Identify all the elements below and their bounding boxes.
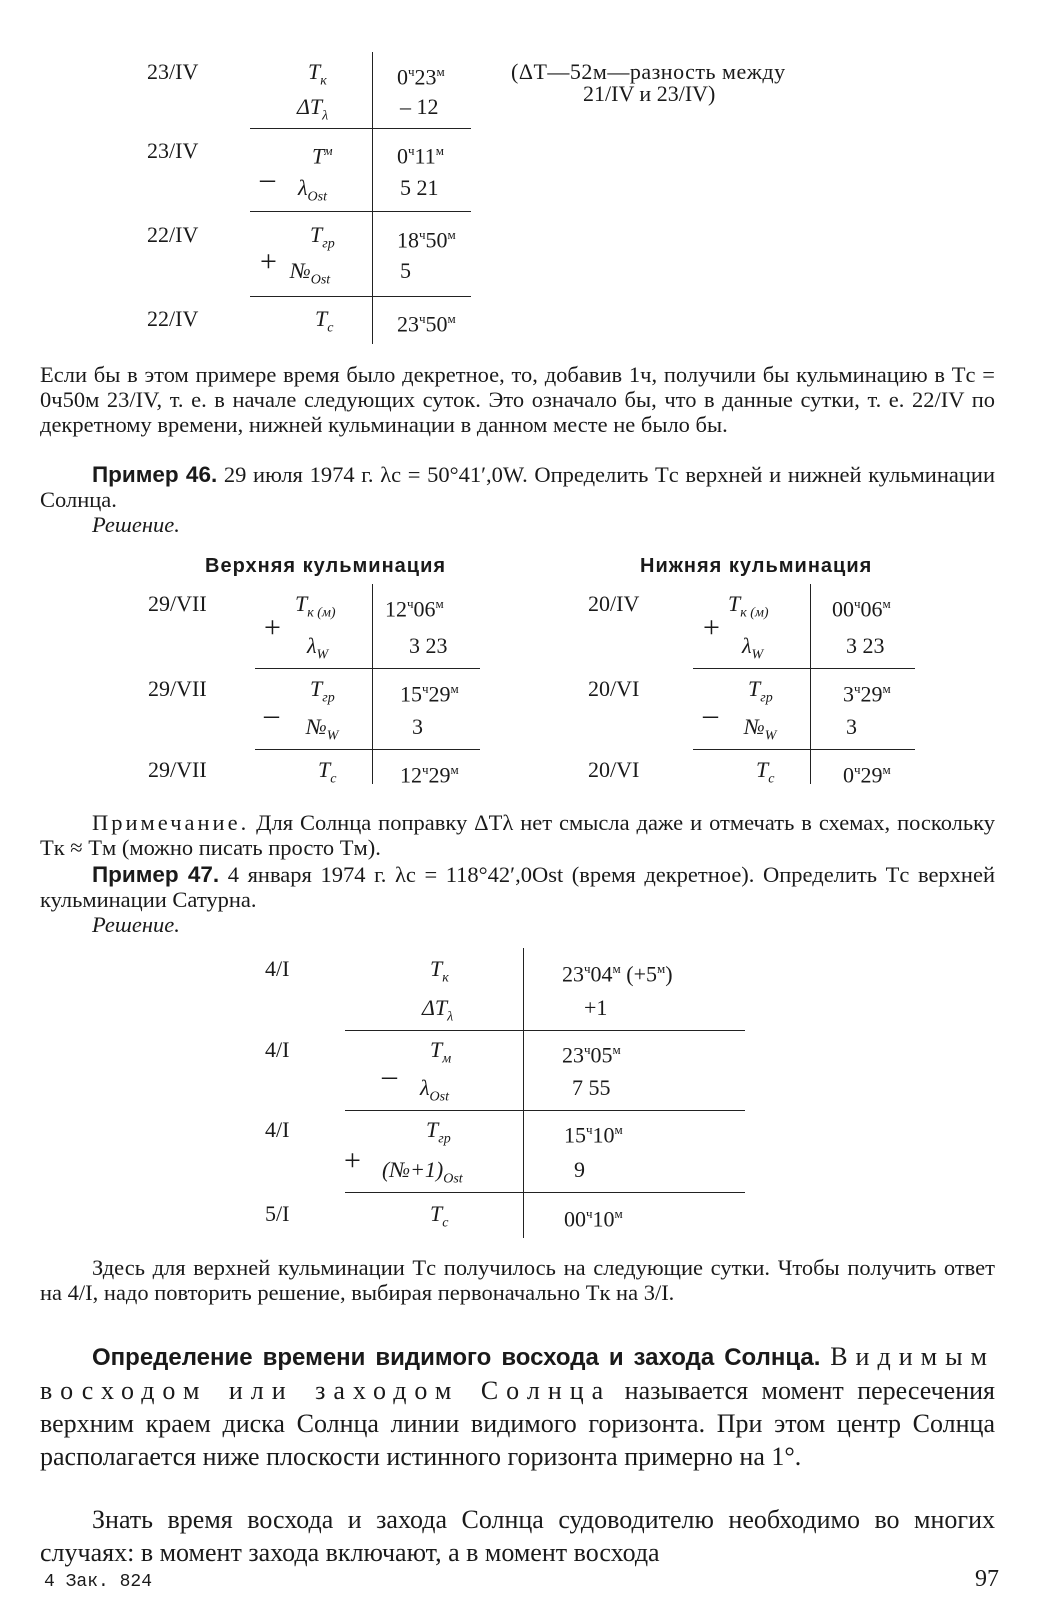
- plus-sign: +: [344, 1144, 361, 1177]
- table-3-rule: [345, 1192, 745, 1193]
- footer-print-info: 4 Зак. 824: [44, 1572, 153, 1592]
- paragraph-text: Знать время восхода и захода Солнца судоводителю необходимо во многих случаях: в момент захода включают, а в момент восхода: [40, 1505, 995, 1567]
- table-3-date: 5/I: [265, 1201, 290, 1226]
- upper-heading: Верхняя кульминация: [205, 555, 447, 577]
- table-1-note: 21/IV и 23/IV): [583, 81, 716, 106]
- upper-value: 3 23: [409, 633, 448, 658]
- lower-rule: [693, 749, 915, 750]
- minus-sign: –: [264, 698, 279, 731]
- minus-sign: –: [703, 698, 718, 731]
- upper-label: $T_с$: [318, 757, 337, 787]
- table-3-value: 7 55: [572, 1075, 611, 1100]
- table-1-value: 5: [400, 258, 411, 283]
- lower-label: $\lambda_W$: [742, 633, 764, 663]
- table-1-label: $№_{Ost}$: [290, 258, 331, 288]
- lower-label: $T_{гр}$: [748, 676, 773, 706]
- upper-date: 29/VII: [148, 757, 207, 782]
- table-1-label: $T_{гр}$: [310, 222, 335, 252]
- table-1-value: $0^ч11^м$: [397, 143, 444, 169]
- lower-date: 20/VI: [588, 676, 640, 701]
- table-1-divider: [372, 52, 373, 344]
- lower-value: 3 23: [846, 633, 885, 658]
- lower-value: $00^ч06^м$: [832, 596, 891, 622]
- upper-label: $№_W$: [306, 714, 339, 744]
- table-1-value: $18^ч50^м$: [397, 227, 456, 253]
- example-46: [40, 462, 995, 512]
- table-3-value: 9: [574, 1157, 585, 1182]
- table-1-date: 22/IV: [147, 306, 199, 331]
- upper-label: $T_{к (м)}$: [295, 591, 336, 621]
- table-1-label: $T_к$: [308, 59, 327, 89]
- paragraph-text: Если бы в этом примере время было декретное, то, добавив 1ч, получили бы кульминацию в Tс = 0ч50м 23/IV, т. е. в начале следующих суток. Это означало бы, что в данные сутки, т. е. 22/IV по декретному времени, нижней кульминации в данном месте не было бы.: [40, 362, 995, 437]
- upper-date: 29/VII: [148, 676, 207, 701]
- lower-label: $T_с$: [756, 757, 775, 787]
- paragraph: [40, 1255, 995, 1305]
- example-label: Пример 46.: [92, 462, 218, 487]
- solution-label: Решение.: [92, 912, 180, 937]
- table-3-divider: [523, 948, 524, 1238]
- table-3-value: $23^ч04^м$ $(+5^м)$: [562, 961, 673, 987]
- lower-date: 20/VI: [588, 757, 640, 782]
- plus-sign: +: [703, 611, 720, 644]
- table-3-date: 4/I: [265, 1117, 290, 1142]
- table-3-label: $T_м$: [430, 1037, 452, 1067]
- note: [40, 810, 995, 860]
- plus-sign: +: [264, 611, 281, 644]
- table-3-value: $23^ч05^м$: [562, 1042, 621, 1068]
- section: [40, 1340, 995, 1473]
- table-1-label: $\lambda_{Ost}$: [298, 175, 327, 205]
- paragraph: [40, 362, 995, 437]
- lower-divider: [810, 584, 811, 784]
- example-47: [40, 862, 995, 912]
- table-1-label: $T_с$: [315, 306, 334, 336]
- upper-rule: [255, 749, 480, 750]
- example-label: Пример 47.: [92, 862, 220, 887]
- table-3-rule: [345, 1110, 745, 1111]
- upper-label: $T_{гр}$: [310, 676, 335, 706]
- table-3-label: $\lambda_{Ost}$: [420, 1075, 449, 1105]
- upper-divider: [372, 584, 373, 784]
- table-1-value: – 12: [400, 94, 439, 119]
- table-1-date: 23/IV: [147, 138, 199, 163]
- table-1-note: (ΔT—52м—разность между: [511, 59, 786, 84]
- table-3-value: $15^ч10^м$: [564, 1122, 623, 1148]
- table-3-label: $T_к$: [430, 956, 449, 986]
- lower-date: 20/IV: [588, 591, 640, 616]
- table-3-label: $\Delta T_\lambda$: [422, 995, 454, 1025]
- page-number: 97: [975, 1566, 999, 1592]
- solution-label: Решение.: [92, 512, 180, 537]
- upper-value: $12^ч29^м$: [400, 762, 459, 788]
- table-1-value: $0^ч23^м$: [397, 64, 445, 90]
- table-3-label: $T_{гр}$: [426, 1117, 451, 1147]
- table-3-date: 4/I: [265, 956, 290, 981]
- note-label: Примечание.: [92, 810, 250, 835]
- minus-sign: –: [260, 162, 275, 195]
- table-1-rule: [250, 296, 471, 297]
- table-3-label: $T_с$: [430, 1201, 449, 1231]
- minus-sign: –: [382, 1059, 397, 1092]
- lower-value: $3^ч29^м$: [843, 681, 891, 707]
- table-3-value: $00^ч10^м$: [564, 1206, 623, 1232]
- upper-label: $\lambda_W$: [307, 633, 329, 663]
- section-heading: Определение времени видимого восхода и захода Солнца.: [92, 1344, 821, 1371]
- upper-value: $12^ч06^м$: [385, 596, 444, 622]
- table-1-date: 23/IV: [147, 59, 199, 84]
- table-1-date: 22/IV: [147, 222, 199, 247]
- note-text: Для Солнца поправку ΔTλ нет смысла даже и отмечать в схемах, поскольку Tк ≈ Tм (можно писать просто Tм).: [40, 810, 995, 860]
- table-1-label: $\Delta T_\lambda$: [297, 94, 329, 124]
- plus-sign: +: [260, 245, 277, 278]
- upper-date: 29/VII: [148, 591, 207, 616]
- table-1-value: 5 21: [400, 175, 439, 200]
- section-text: называется момент пересечения верхним краем диска Солнца линии видимого горизонта. При этом центр Солнца располагается ниже плоскости истинного горизонта примерно на 1°.: [40, 1376, 995, 1471]
- lower-label: $T_{к (м)}$: [728, 591, 769, 621]
- table-3-value: +1: [584, 995, 608, 1020]
- table-1-value: $23^ч50^м$: [397, 311, 456, 337]
- section-term: Видимым восходом или заходом Солнца: [40, 1342, 995, 1405]
- upper-rule: [255, 668, 480, 669]
- paragraph: [40, 1503, 995, 1569]
- table-3-date: 4/I: [265, 1037, 290, 1062]
- lower-heading: Нижняя кульминация: [640, 555, 873, 577]
- example-text: 4 января 1974 г. λс = 118°42′,0Ost (время декретное). Определить Tс верхней кульминации Сатурна.: [40, 862, 995, 912]
- lower-rule: [693, 668, 915, 669]
- paragraph-text: Здесь для верхней кульминации Tс получилось на следующие сутки. Чтобы получить ответ на 4/I, надо повторить решение, выбирая первоначально Tк на 3/I.: [40, 1255, 995, 1305]
- lower-value: 3: [846, 714, 857, 739]
- table-3-rule: [345, 1030, 745, 1031]
- table-3-label: $(№+1)_{Ost}$: [382, 1157, 463, 1187]
- example-text: 29 июля 1974 г. λс = 50°41′,0W. Определить Tс верхней и нижней кульминации Солнца.: [40, 462, 995, 512]
- lower-value: $0^ч29^м$: [843, 762, 891, 788]
- table-1-label: $T^м$: [312, 143, 333, 169]
- lower-label: $№_W$: [744, 714, 777, 744]
- table-1-rule: [250, 211, 471, 212]
- upper-value: 3: [412, 714, 423, 739]
- table-1-rule: [250, 128, 471, 129]
- upper-value: $15^ч29^м$: [400, 681, 459, 707]
